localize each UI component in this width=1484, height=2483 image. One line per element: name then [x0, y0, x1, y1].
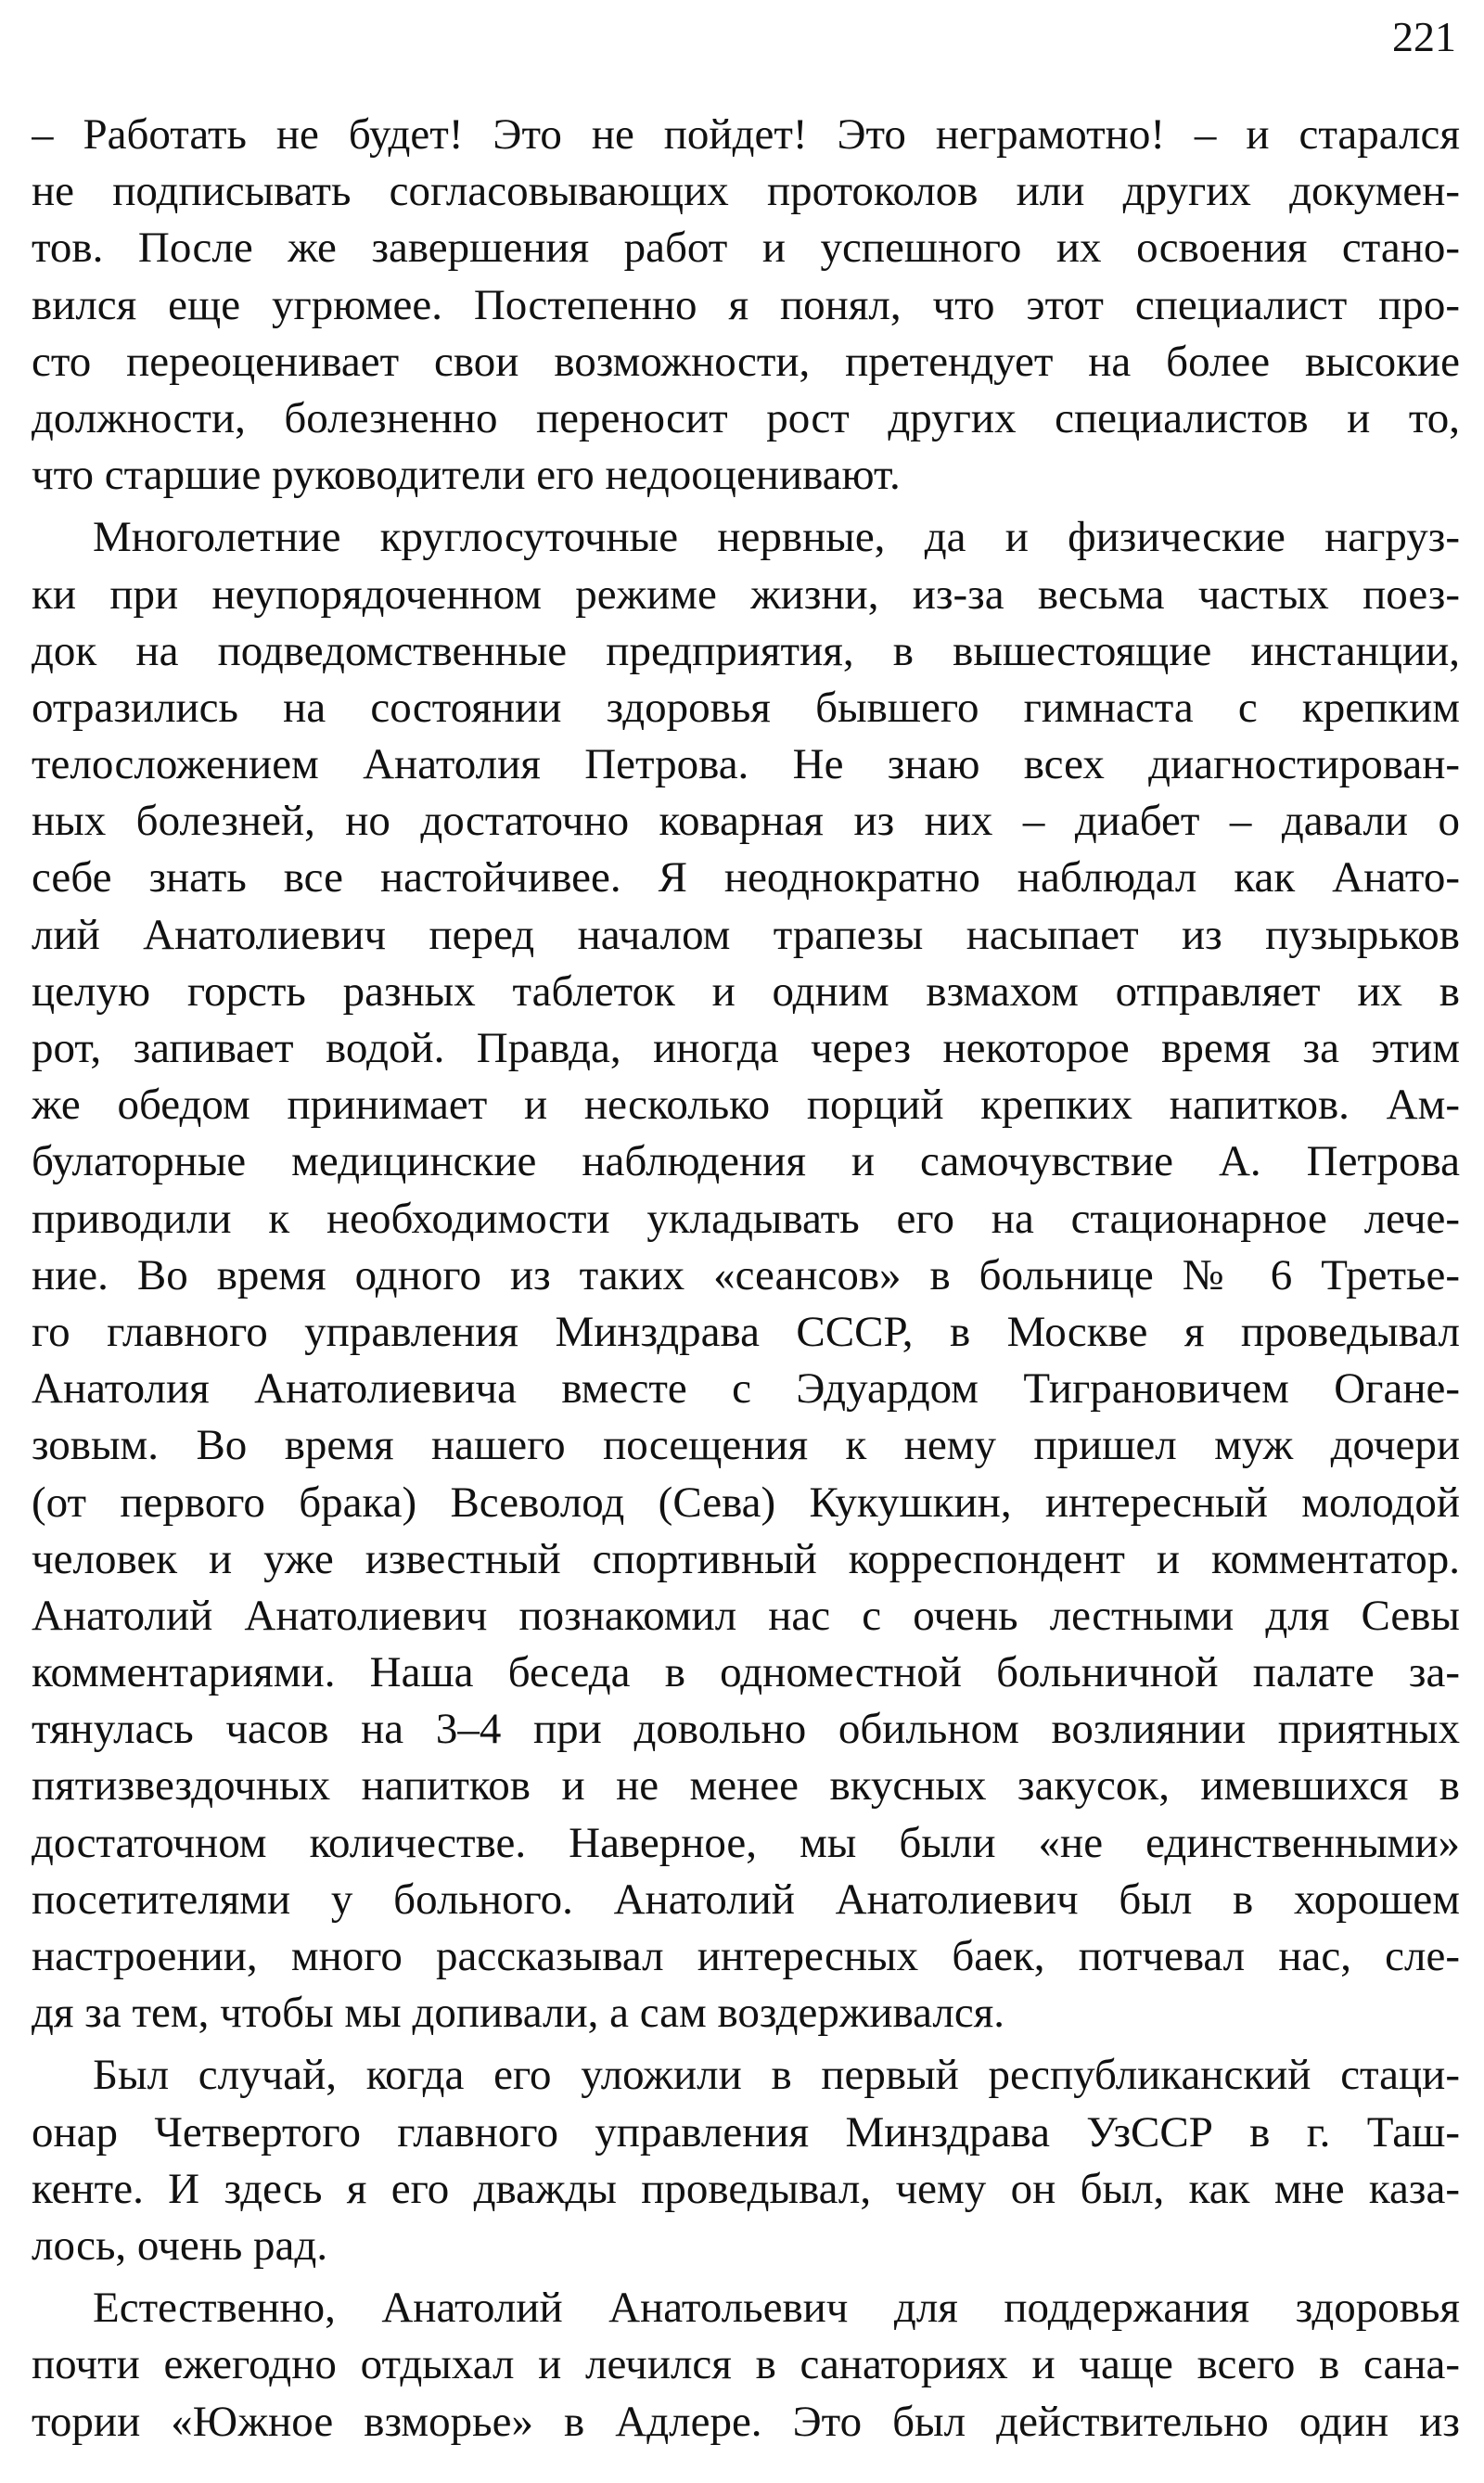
text-line: достаточном количестве. Наверное, мы были «не единственными» — [32, 1818, 1460, 1867]
text-line: лий Анатолиевич перед началом трапезы насыпает из пузырьков — [32, 910, 1460, 959]
text-line: отразились на состоянии здоровья бывшего гимнаста с крепким — [32, 683, 1460, 732]
text-line: приводили к необходимости укладывать его на стационарное лече- — [32, 1194, 1460, 1243]
paragraph — [32, 107, 1460, 504]
text-line: что старшие руководители его недооценивают. — [32, 451, 901, 500]
text-line: ных болезней, но достаточно коварная из них – диабет – давали о — [32, 797, 1460, 846]
text-line: сто переоценивает свои возможности, претендует на более высокие — [32, 337, 1460, 386]
text-line: комментариями. Наша беседа в одноместной больничной палате за- — [32, 1648, 1460, 1697]
text-line: должности, болезненно переносит рост других специалистов и то, — [32, 393, 1460, 442]
text-line: ние. Во время одного из таких «сеансов» в больнице № 6 Третье- — [32, 1250, 1460, 1299]
text-line: телосложением Анатолия Петрова. Не знаю всех диагностирован- — [32, 740, 1460, 789]
text-line: булаторные медицинские наблюдения и самочувствие А. Петрова — [32, 1137, 1460, 1186]
text-line: пятизвездочных напитков и не менее вкусных закусок, имевшихся в — [32, 1761, 1460, 1811]
text-line: рот, запивает водой. Правда, иногда через некоторое время за этим — [32, 1024, 1460, 1072]
text-line: дя за тем, чтобы мы допивали, а сам воздерживался. — [32, 1989, 1005, 2038]
text-line: вился еще угрюмее. Постепенно я понял, что этот специалист про- — [32, 280, 1460, 329]
paragraph — [32, 509, 1460, 2041]
body-text — [32, 107, 1460, 2456]
text-line: целую горсть разных таблеток и одним взмахом отправляет их в — [32, 966, 1460, 1016]
text-line: Анатолия Анатолиевича вместе с Эдуардом Тиграновичем Огане- — [32, 1364, 1460, 1414]
text-line: лось, очень рад. — [32, 2221, 328, 2270]
text-line: почти ежегодно отдыхал и лечился в санаториях и чаще всего в сана- — [32, 2340, 1460, 2389]
text-line: кенте. И здесь я его дважды проведывал, чему он был, как мне каза- — [32, 2164, 1460, 2213]
text-line: человек и уже известный спортивный корреспондент и комментатор. — [32, 1534, 1460, 1583]
text-line: Естественно, Анатолий Анатольевич для поддержания здоровья — [93, 2284, 1460, 2333]
text-line: себе знать все настойчивее. Я неоднократно наблюдал как Анато- — [32, 853, 1460, 902]
text-line: настроении, много рассказывал интересных баек, потчевал нас, сле- — [32, 1932, 1460, 1980]
text-line: ки при неупорядоченном режиме жизни, из-за весьма частых поез- — [32, 570, 1460, 619]
text-line: – Работать не будет! Это не пойдет! Это неграмотно! – и старался — [32, 110, 1460, 159]
paragraph — [32, 2047, 1460, 2274]
text-line: тории «Южное взморье» в Адлере. Это был действительно один из — [32, 2397, 1460, 2446]
text-line: не подписывать согласовывающих протоколов или других докумен- — [32, 167, 1460, 216]
text-line: же обедом принимает и несколько порций крепких напитков. Ам- — [32, 1081, 1460, 1130]
text-line: (от первого брака) Всеволод (Сева) Кукушкин, интересный молодой — [32, 1478, 1460, 1527]
page-number: 221 — [1392, 13, 1456, 60]
text-line: посетителями у больного. Анатолий Анатолиевич был в хорошем — [32, 1875, 1460, 1924]
text-line: Был случай, когда его уложили в первый республиканский стаци- — [93, 2051, 1460, 2100]
text-line: Анатолий Анатолиевич познакомил нас с очень лестными для Севы — [32, 1591, 1460, 1640]
text-line: зовым. Во время нашего посещения к нему пришел муж дочери — [32, 1421, 1460, 1470]
text-line: Многолетние круглосуточные нервные, да и физические нагруз- — [93, 513, 1460, 562]
text-line: го главного управления Минздрава СССР, в Москве я проведывал — [32, 1307, 1460, 1356]
text-line: док на подведомственные предприятия, в вышестоящие инстанции, — [32, 626, 1460, 675]
text-line: тов. После же завершения работ и успешного их освоения стано- — [32, 224, 1460, 273]
paragraph — [32, 2280, 1460, 2451]
text-line: онар Четвертого главного управления Минздрава УзССР в г. Таш- — [32, 2107, 1460, 2157]
text-line: тянулась часов на 3–4 при довольно обильном возлиянии приятных — [32, 1705, 1460, 1754]
